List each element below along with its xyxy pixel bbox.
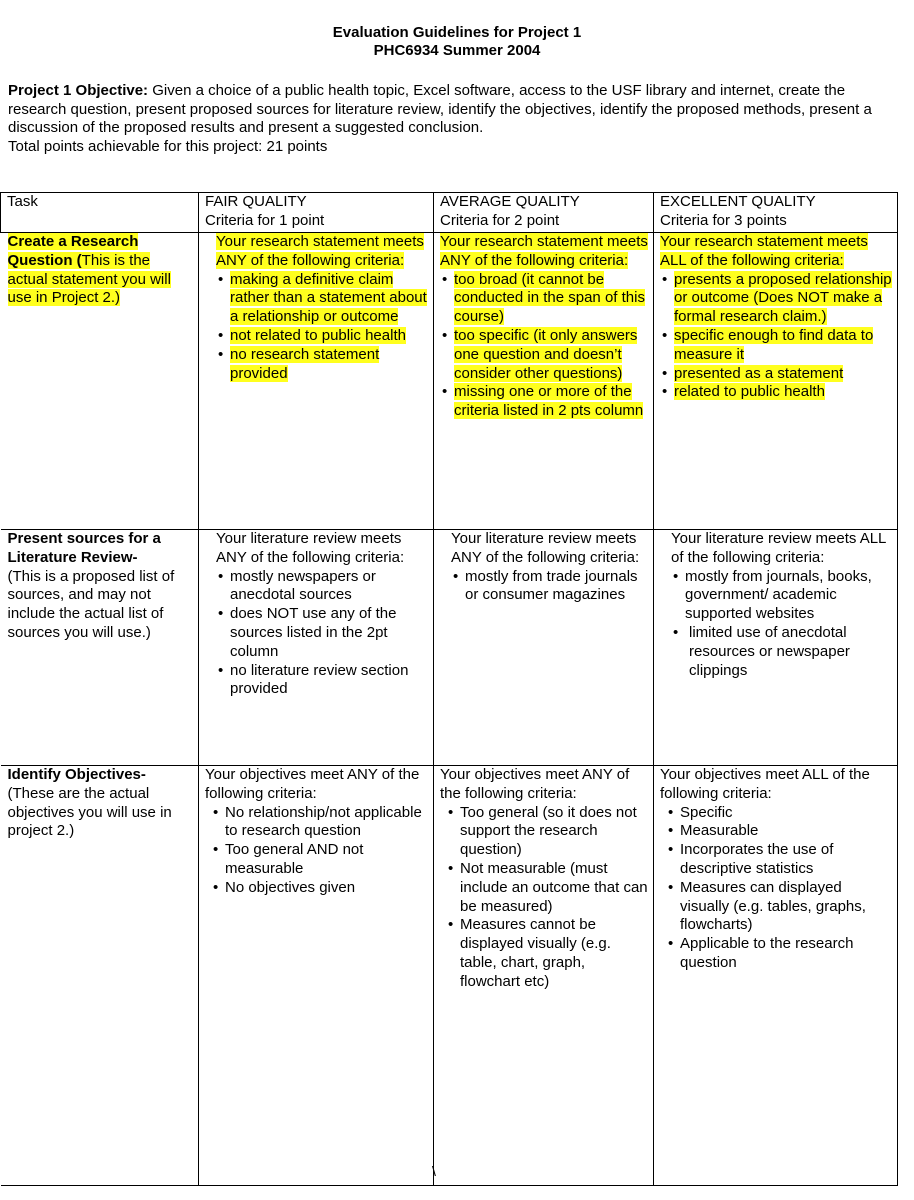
task-cell <box>1 530 199 766</box>
list-item: • missing one or more of the criteria listed in 2 pts column <box>440 383 649 421</box>
fair-cell <box>199 766 434 1186</box>
rubric-table <box>0 192 898 1186</box>
list-item: • specific enough to find data to measure it <box>660 327 893 365</box>
header-task <box>1 193 199 233</box>
header-task-label: Task <box>7 193 38 210</box>
task-note: This is the actual statement you will use in Project 2.) <box>7 251 171 307</box>
header-excellent-quality: EXCELLENT QUALITY <box>660 193 816 210</box>
task-cell <box>1 766 199 1186</box>
list-item: • Too general AND not measurable <box>211 841 429 879</box>
list-item: • mostly from trade journals or consumer magazines <box>451 568 649 606</box>
criteria-list <box>660 271 893 403</box>
title-line-1: Evaluation Guidelines for Project 1 <box>332 24 582 41</box>
list-item: • making a definitive claim rather than a statement about a relationship or outcome <box>216 271 429 327</box>
list-item: • not related to public health <box>216 327 429 346</box>
list-item: • Measures can displayed visually (e.g. tables, graphs, flowcharts) <box>666 879 893 935</box>
objective-paragraph <box>8 82 898 138</box>
list-item: • Specific <box>666 804 893 823</box>
stray-mark: \ <box>432 1163 436 1179</box>
task-cell <box>1 233 199 530</box>
criteria-intro: Your objectives meet ANY of the following criteria: <box>440 766 630 802</box>
average-cell <box>434 766 654 1186</box>
list-item: • Not measurable (must include an outcome that can be measured) <box>446 860 649 916</box>
criteria-intro: Your research statement meets ANY of the following criteria: <box>440 233 648 269</box>
average-cell <box>434 233 654 530</box>
header-fair <box>199 193 434 233</box>
criteria-intro: Your literature review meets ALL of the following criteria: <box>671 530 886 566</box>
header-average-quality: AVERAGE QUALITY <box>440 193 580 210</box>
list-item: • Applicable to the research question <box>666 935 893 973</box>
list-item: • Too general (so it does not support the research question) <box>446 804 649 860</box>
list-item: • related to public health <box>660 383 893 402</box>
criteria-list <box>440 271 649 421</box>
list-item: • Incorporates the use of descriptive statistics <box>666 841 893 879</box>
task-title: Present sources for a Literature Review- <box>7 530 161 566</box>
list-item: • Measurable <box>666 822 893 841</box>
task-note: (This is a proposed list of sources, and may not include the actual list of sources you will use.) <box>7 567 175 641</box>
title-line-2: PHC6934 Summer 2004 <box>373 42 541 59</box>
list-item: • mostly from journals, books, government/ academic supported websites <box>671 568 893 624</box>
criteria-list <box>216 568 429 700</box>
task-title: Identify Objectives- <box>7 766 146 783</box>
criteria-list <box>216 271 429 384</box>
rubric-header-row <box>1 193 898 233</box>
list-item: • too specific (it only answers one question and doesn’t consider other questions) <box>440 327 649 383</box>
fair-cell <box>199 233 434 530</box>
criteria-intro: Your literature review meets ANY of the following criteria: <box>216 530 405 566</box>
list-item: • does NOT use any of the sources listed in the 2pt column <box>216 605 429 661</box>
list-item: • No relationship/not applicable to research question <box>211 804 429 842</box>
average-cell <box>434 530 654 766</box>
criteria-list <box>666 804 893 973</box>
total-points: Total points achievable for this project: 21 points <box>8 137 328 155</box>
header-average-criteria: Criteria for 2 point <box>440 211 560 229</box>
criteria-intro: Your research statement meets ANY of the following criteria: <box>216 233 424 269</box>
criteria-list <box>211 804 429 898</box>
objective-text: Given a choice of a public health topic, Excel software, access to the USF library and internet, create the research question, present proposed sources for literature review, identify the objectives, identify the proposed methods, present a discussion of the proposed results and present a suggested conclusion. <box>8 82 872 136</box>
excellent-cell <box>654 530 898 766</box>
list-item: • presents a proposed relationship or outcome (Does NOT make a formal research claim.) <box>660 271 893 327</box>
criteria-intro: Your literature review meets ANY of the following criteria: <box>451 530 640 566</box>
table-row <box>1 530 898 766</box>
list-item: • no research statement provided <box>216 346 429 384</box>
excellent-cell <box>654 233 898 530</box>
header-fair-criteria: Criteria for 1 point <box>205 211 325 229</box>
list-item: • no literature review section provided <box>216 662 429 700</box>
criteria-intro: Your objectives meet ANY of the following criteria: <box>205 766 420 802</box>
list-item: • presented as a statement <box>660 365 893 384</box>
project-objective <box>8 82 898 156</box>
criteria-list <box>446 804 649 992</box>
header-excellent <box>654 193 898 233</box>
document-title <box>0 24 914 60</box>
table-row <box>1 233 898 530</box>
table-row <box>1 766 898 1186</box>
header-excellent-criteria: Criteria for 3 points <box>660 211 787 229</box>
fair-cell <box>199 530 434 766</box>
list-item: • limited use of anecdotal resources or newspaper clippings <box>671 624 893 680</box>
criteria-list <box>671 568 893 681</box>
header-fair-quality: FAIR QUALITY <box>205 193 307 210</box>
excellent-cell <box>654 766 898 1186</box>
task-note: (These are the actual objectives you will use in project 2.) <box>7 784 172 840</box>
criteria-intro: Your research statement meets ALL of the following criteria: <box>660 233 868 269</box>
header-average <box>434 193 654 233</box>
objective-label: Project 1 Objective: <box>8 82 149 99</box>
task-title: Create a Research Question ( <box>7 233 139 269</box>
list-item: • mostly newspapers or anecdotal sources <box>216 568 429 606</box>
criteria-intro: Your objectives meet ALL of the following criteria: <box>660 766 870 802</box>
list-item: • No objectives given <box>211 879 429 898</box>
list-item: • too broad (it cannot be conducted in the span of this course) <box>440 271 649 327</box>
list-item: • Measures cannot be displayed visually (e.g. table, chart, graph, flowchart etc) <box>446 916 649 991</box>
criteria-list <box>451 568 649 606</box>
